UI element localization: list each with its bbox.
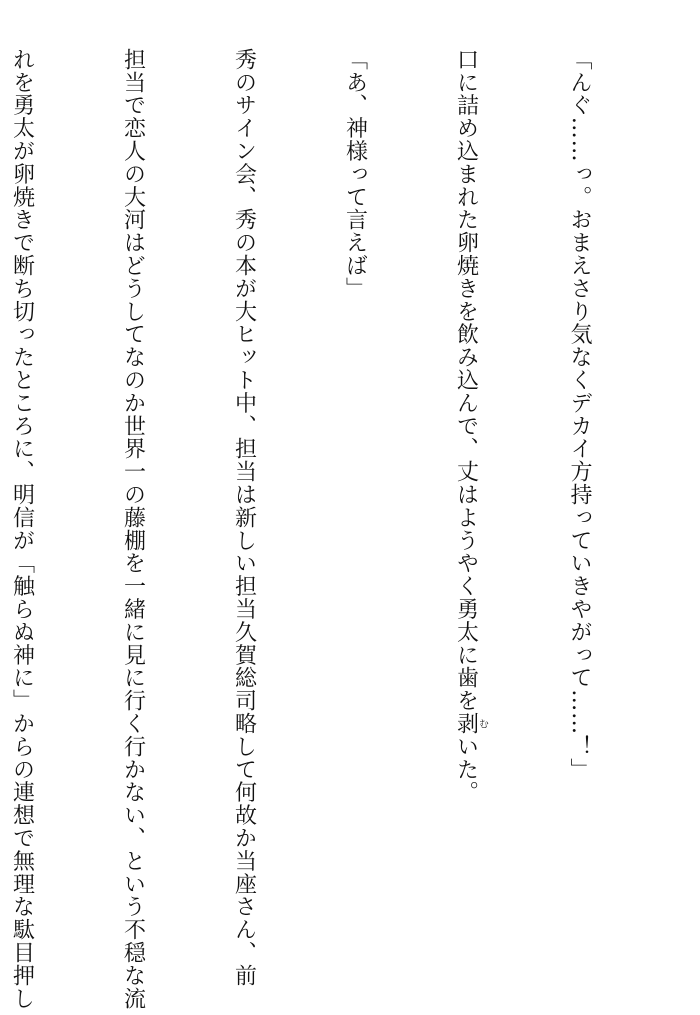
text-line-2: 口に詰め込まれた卵焼きを飲み込んで、丈はようやく勇太に歯を剥むいた。 — [453, 48, 488, 804]
text-line-2-part: 口に詰め込まれた卵焼きを飲み込んで、丈はようやく勇太に歯を — [453, 48, 479, 713]
vertical-text-block — [0, 48, 672, 1010]
ruby-muita: 剥む — [453, 712, 488, 736]
text-line-3: 「あ、神様って言えば」 — [342, 48, 368, 300]
text-line-6: れを勇太が卵焼きで断ち切ったところに、明信が「触らぬ神に」からの連想で無理な駄目押し — [9, 48, 35, 1010]
text-line-4: 秀のサイン会、秀の本が大ヒット中、担当は新しい担当久賀総司略して何故か当座さん、前 — [231, 48, 257, 987]
text-line-1: 「んぐ……っ。おまえさり気なくデカイ方持っていきやがって……！」 — [567, 48, 592, 781]
text-line-5: 担当で恋人の大河はどうしてなのか世界一の藤棚を一緒に見に行く行かない、という不穏な流 — [120, 48, 146, 1010]
